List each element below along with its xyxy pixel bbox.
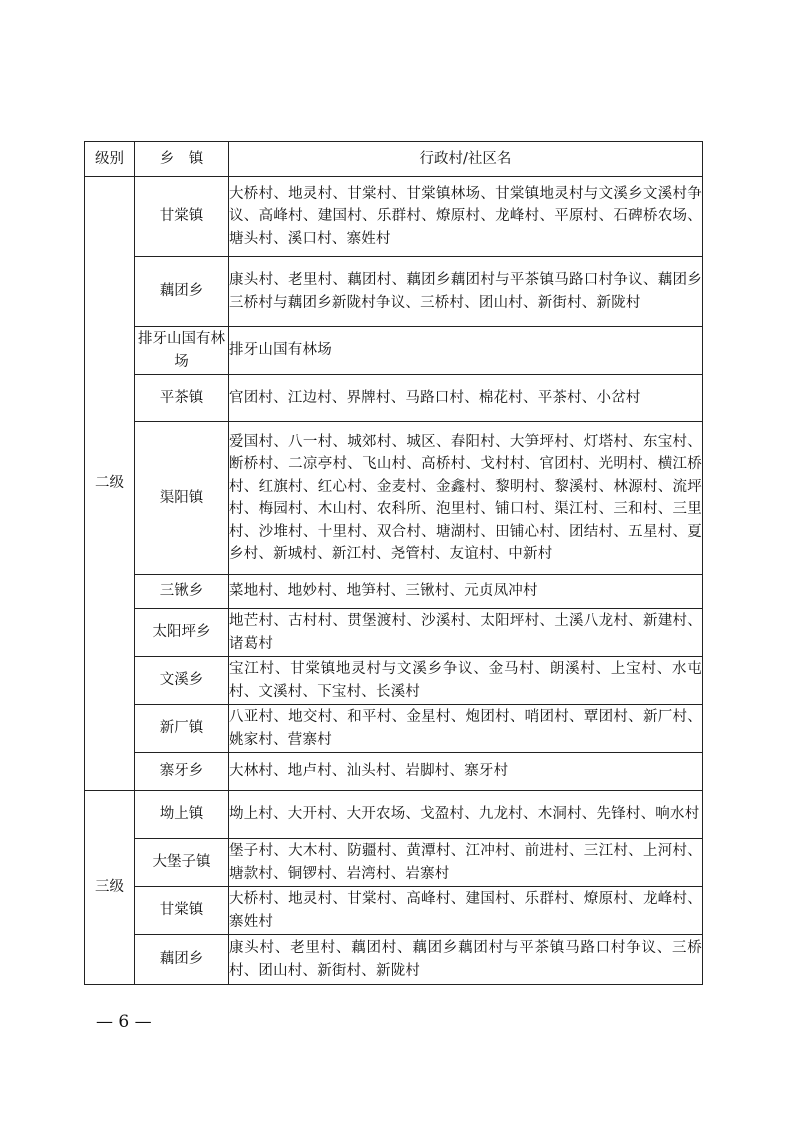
villages-cell: 坳上村、大开村、大开农场、戈盈村、九龙村、木洞村、先锋村、响水村	[229, 791, 703, 839]
town-cell: 寨牙乡	[135, 753, 229, 791]
table-row	[85, 177, 703, 257]
villages-cell: 官团村、江边村、界牌村、马路口村、棉花村、平茶村、小岔村	[229, 375, 703, 422]
villages-cell: 大桥村、地灵村、甘棠村、甘棠镇林场、甘棠镇地灵村与文溪乡文溪村争议、高峰村、建国村、乐群村、燎原村、龙峰村、平原村、石碑桥农场、塘头村、溪口村、寨姓村	[229, 177, 703, 257]
town-cell: 新厂镇	[135, 705, 229, 753]
town-cell: 渠阳镇	[135, 422, 229, 575]
table-row	[85, 422, 703, 575]
table-row	[85, 791, 703, 839]
town-cell: 三锹乡	[135, 575, 229, 609]
table-row	[85, 609, 703, 657]
town-cell: 排牙山国有林场	[135, 327, 229, 375]
villages-cell: 大林村、地卢村、汕头村、岩脚村、寨牙村	[229, 753, 703, 791]
villages-cell: 康头村、老里村、藕团村、藕团乡藕团村与平茶镇马路口村争议、三桥村、团山村、新街村、新陇村	[229, 935, 703, 985]
level-cell: 三级	[85, 791, 135, 985]
town-cell: 甘棠镇	[135, 177, 229, 257]
villages-cell: 菜地村、地妙村、地笋村、三锹村、元贞凤冲村	[229, 575, 703, 609]
villages-cell: 八亚村、地交村、和平村、金星村、炮团村、哨团村、覃团村、新厂村、姚家村、营寨村	[229, 705, 703, 753]
table-row	[85, 887, 703, 935]
villages-cell: 爱国村、八一村、城郊村、城区、春阳村、大笋坪村、灯塔村、东宝村、断桥村、二凉亭村、飞山村、高桥村、戈村村、官团村、光明村、横江桥村、红旗村、红心村、金麦村、金鑫村、黎明村、黎溪村、林源村、流坪村、梅园村、木山村、农科所、泡里村、铺口村、渠江村、三和村、三里村、沙堆村、十里村、双合村、塘湖村、田铺心村、团结村、五星村、夏乡村、新城村、新江村、尧管村、友谊村、中新村	[229, 422, 703, 575]
header-villages: 行政村/社区名	[229, 142, 703, 177]
table-row	[85, 935, 703, 985]
table-row	[85, 839, 703, 887]
town-cell: 藕团乡	[135, 257, 229, 327]
villages-cell: 宝江村、甘棠镇地灵村与文溪乡争议、金马村、朗溪村、上宝村、水屯村、文溪村、下宝村、长溪村	[229, 657, 703, 705]
town-cell: 平茶镇	[135, 375, 229, 422]
town-cell: 藕团乡	[135, 935, 229, 985]
villages-cell: 大桥村、地灵村、甘棠村、高峰村、建国村、乐群村、燎原村、龙峰村、寨姓村	[229, 887, 703, 935]
villages-cell: 排牙山国有林场	[229, 327, 703, 375]
table-row	[85, 257, 703, 327]
table-row	[85, 705, 703, 753]
town-cell: 文溪乡	[135, 657, 229, 705]
town-cell: 太阳坪乡	[135, 609, 229, 657]
header-town: 乡 镇	[135, 142, 229, 177]
table-row	[85, 327, 703, 375]
village-table	[84, 141, 703, 985]
level-cell: 二级	[85, 177, 135, 791]
town-cell: 甘棠镇	[135, 887, 229, 935]
table-row	[85, 753, 703, 791]
villages-cell: 堡子村、大木村、防疆村、黄潭村、江冲村、前进村、三江村、上河村、塘款村、铜锣村、岩湾村、岩寨村	[229, 839, 703, 887]
table-header-row	[85, 142, 703, 177]
table-row	[85, 575, 703, 609]
page-number: — 6 —	[96, 1012, 152, 1032]
table-row	[85, 657, 703, 705]
villages-cell: 地芒村、古村村、贯堡渡村、沙溪村、太阳坪村、土溪八龙村、新建村、诸葛村	[229, 609, 703, 657]
table-row	[85, 375, 703, 422]
town-cell: 大堡子镇	[135, 839, 229, 887]
villages-cell: 康头村、老里村、藕团村、藕团乡藕团村与平茶镇马路口村争议、藕团乡三桥村与藕团乡新陇村争议、三桥村、团山村、新街村、新陇村	[229, 257, 703, 327]
town-cell: 坳上镇	[135, 791, 229, 839]
header-level: 级别	[85, 142, 135, 177]
